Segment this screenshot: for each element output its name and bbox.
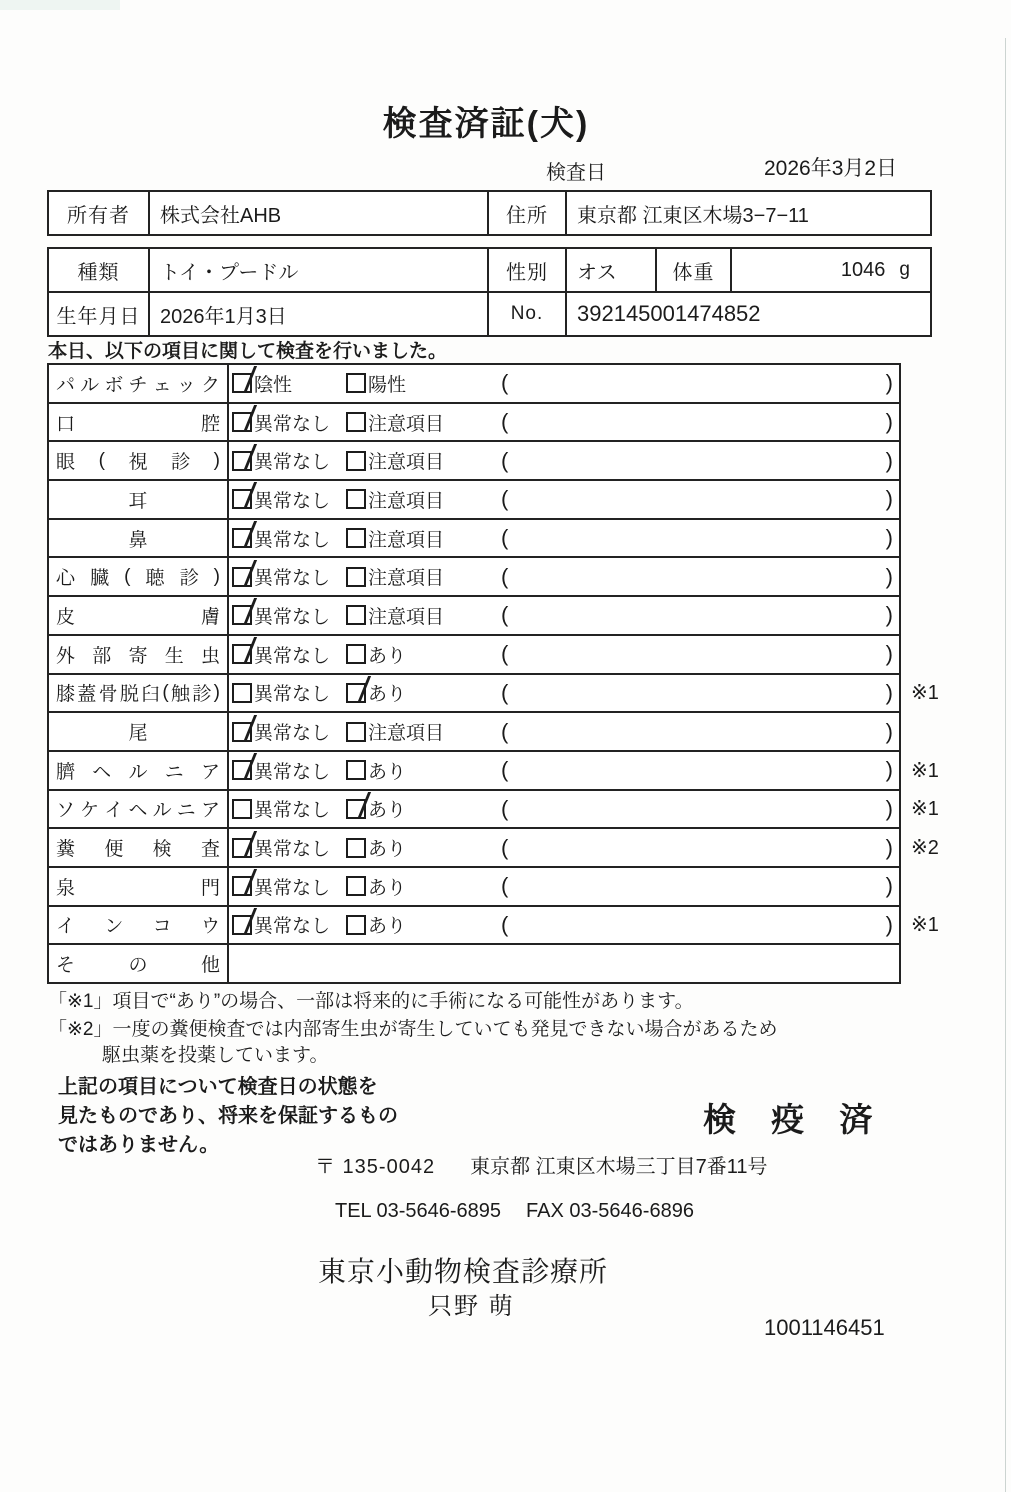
- empty-checkbox: [346, 489, 366, 509]
- address-label: 住所: [489, 192, 567, 234]
- label-char: ェ: [152, 374, 172, 396]
- checklist-item-label: [49, 558, 229, 595]
- label-char: 虫: [200, 645, 220, 667]
- checklist-row-body: [229, 365, 899, 402]
- paren-open: (: [501, 757, 509, 783]
- label-char: 眼: [56, 452, 76, 474]
- paren-open: (: [501, 911, 509, 937]
- option-label: 異常なし: [254, 413, 331, 435]
- option-label: 注意項目: [368, 723, 445, 745]
- empty-checkbox: [346, 722, 366, 742]
- checklist-row: [49, 479, 899, 518]
- result-option: [232, 558, 330, 595]
- checklist-row: [49, 673, 939, 712]
- label-char: 骨: [98, 684, 118, 706]
- checked-checkbox: [232, 760, 252, 780]
- paren-open: (: [501, 447, 509, 473]
- inspection-date-value: 2026年3月2日: [764, 157, 898, 180]
- footnote-1: 「※1」項目で“あり”の場合、一部は将来的に手術になる可能性があります。: [48, 991, 694, 1012]
- checklist-row: [49, 827, 939, 866]
- paren-open: (: [501, 873, 509, 899]
- checklist-row-body: [229, 907, 899, 944]
- owner-table: [47, 190, 932, 236]
- label-char: 膝: [56, 684, 76, 706]
- result-option: [346, 636, 406, 673]
- checklist-row: [49, 518, 899, 557]
- checked-checkbox: [232, 876, 252, 896]
- checked-checkbox: [232, 838, 252, 858]
- label-char: 便: [104, 839, 124, 861]
- label-char: 診: [179, 568, 199, 590]
- serial-number: 1001146451: [764, 1315, 885, 1340]
- option-label: あり: [368, 645, 407, 667]
- result-option: [346, 520, 444, 557]
- result-option: [346, 404, 444, 441]
- label-char: イ: [56, 916, 76, 938]
- label-char: (: [162, 681, 169, 703]
- footnote-ref: ※2: [911, 837, 939, 860]
- checklist-item-label: 尾: [49, 713, 229, 750]
- result-option: [346, 907, 406, 944]
- paren-close: ): [885, 447, 893, 473]
- result-option: [232, 597, 330, 634]
- label-char: ア: [200, 761, 220, 783]
- checklist-row-body: [229, 481, 899, 518]
- result-option: [346, 442, 444, 479]
- disclaimer-line-2: 見たものであり、将来を保証するもの: [58, 1105, 398, 1127]
- checklist-row-body: [229, 752, 899, 789]
- footnote-ref: ※1: [911, 759, 939, 782]
- option-label: 異常なし: [254, 529, 331, 551]
- footnote-ref: ※1: [911, 682, 939, 705]
- label-char: 他: [200, 955, 220, 977]
- label-char: 聴: [145, 568, 165, 590]
- weight-unit: g: [899, 259, 910, 280]
- result-option: [232, 636, 330, 673]
- label-char: 蓋: [77, 684, 97, 706]
- option-label: 異常なし: [254, 723, 331, 745]
- checked-checkbox: [346, 683, 366, 703]
- paren-close: ): [885, 641, 893, 667]
- result-option: [232, 752, 330, 789]
- checklist-row-body: [229, 945, 899, 982]
- result-option: [232, 829, 330, 866]
- footnote-2-cont: 駆虫薬を投薬しています。: [102, 1045, 329, 1066]
- paren-close: ): [885, 563, 893, 589]
- label-char: ニ: [176, 800, 196, 822]
- weight-value: 1046: [840, 258, 886, 281]
- result-option: [346, 713, 444, 750]
- inspection-date-label: 検査日: [546, 162, 606, 184]
- option-label: 異常なし: [254, 568, 331, 590]
- checklist-item-label: [49, 597, 229, 634]
- label-char: 寄: [128, 645, 148, 667]
- paren-close: ): [885, 873, 893, 899]
- label-char: 糞: [56, 839, 76, 861]
- option-label: 異常なし: [254, 452, 331, 474]
- checklist-item-label: [49, 636, 229, 673]
- checklist-row: [49, 905, 939, 944]
- result-option: [232, 791, 330, 828]
- label-char: 腔: [200, 413, 220, 435]
- checklist-row-body: [229, 713, 899, 750]
- option-label: 注意項目: [368, 568, 445, 590]
- checklist-row: [49, 866, 899, 905]
- label-char: 触: [171, 684, 191, 706]
- paren-close: ): [885, 795, 893, 821]
- empty-checkbox: [346, 915, 366, 935]
- label-char: 視: [128, 452, 148, 474]
- checklist-item-label: 耳: [49, 481, 229, 518]
- paren-close: ): [885, 602, 893, 628]
- intro-text: 本日、以下の項目に関して検査を行いました。: [48, 341, 448, 362]
- birthdate-label: 生年月日: [49, 293, 150, 335]
- paren-open: (: [501, 370, 509, 396]
- paren-close: ): [885, 911, 893, 937]
- label-char: ケ: [80, 800, 100, 822]
- checklist-item-label: 鼻: [49, 520, 229, 557]
- option-label: 陽性: [368, 374, 407, 396]
- breed-label: 種類: [49, 249, 150, 291]
- paren-close: ): [885, 409, 893, 435]
- result-option: [232, 520, 330, 557]
- option-label: あり: [368, 800, 407, 822]
- empty-checkbox: [346, 528, 366, 548]
- empty-checkbox: [346, 567, 366, 587]
- label-char: 膚: [200, 606, 220, 628]
- checklist-item-label: [49, 907, 229, 944]
- label-char: 泉: [56, 877, 76, 899]
- checklist-row: [49, 402, 899, 441]
- office-address: [315, 1150, 768, 1179]
- tel-number: TEL 03-5646-6895: [335, 1200, 502, 1222]
- paren-open: (: [501, 641, 509, 667]
- option-label: 異常なし: [254, 839, 331, 861]
- empty-checkbox: [346, 876, 366, 896]
- label-char: (: [98, 449, 105, 471]
- number-label: No.: [489, 293, 567, 335]
- checklist-row-body: [229, 597, 899, 634]
- option-label: あり: [368, 684, 407, 706]
- result-option: [232, 675, 330, 712]
- option-label: 注意項目: [368, 452, 445, 474]
- breed-value: トイ・プードル: [150, 249, 489, 291]
- option-label: 注意項目: [368, 490, 445, 512]
- option-label: あり: [368, 761, 407, 783]
- checklist-item-label: [49, 442, 229, 479]
- paren-open: (: [501, 486, 509, 512]
- checklist-item-label: [49, 868, 229, 905]
- weight-label: 体重: [657, 249, 732, 291]
- paren-close: ): [885, 679, 893, 705]
- label-char: 検: [152, 839, 172, 861]
- label-char: パ: [56, 374, 76, 396]
- checklist-row-body: [229, 791, 899, 828]
- result-option: [346, 597, 444, 634]
- fax-number: FAX 03-5646-6896: [526, 1200, 694, 1222]
- checklist-item-label: [49, 829, 229, 866]
- owner-value: 株式会社AHB: [150, 192, 489, 234]
- paren-open: (: [501, 525, 509, 551]
- birthdate-value: 2026年1月3日: [150, 293, 489, 335]
- checked-checkbox: [232, 528, 252, 548]
- result-option: [232, 907, 330, 944]
- label-char: 臍: [56, 761, 76, 783]
- result-option: [232, 868, 330, 905]
- checklist-item-label: [49, 945, 229, 982]
- label-char: ン: [104, 916, 124, 938]
- paren-open: (: [501, 409, 509, 435]
- checked-checkbox: [232, 373, 252, 393]
- label-char: ヘ: [128, 800, 148, 822]
- label-char: ル: [80, 374, 100, 396]
- label-char: ): [213, 565, 220, 587]
- label-char: ニ: [164, 761, 184, 783]
- result-option: [346, 752, 406, 789]
- footnote-ref: ※1: [911, 914, 939, 937]
- empty-checkbox: [346, 373, 366, 393]
- weight-value-cell: [732, 249, 930, 291]
- option-label: 異常なし: [254, 606, 331, 628]
- option-label: 注意項目: [368, 606, 445, 628]
- label-char: 部: [92, 645, 112, 667]
- label-char: 診: [171, 452, 191, 474]
- result-option: [346, 481, 444, 518]
- checklist-item-label: [49, 752, 229, 789]
- paren-open: (: [501, 795, 509, 821]
- result-option: [232, 713, 330, 750]
- label-char: 臓: [90, 568, 110, 590]
- paren-close: ): [885, 718, 893, 744]
- option-label: 陰性: [254, 374, 293, 396]
- result-option: [346, 829, 406, 866]
- label-char: ソ: [56, 800, 76, 822]
- label-char: ボ: [104, 374, 124, 396]
- checklist-row-body: [229, 868, 899, 905]
- paren-close: ): [885, 834, 893, 860]
- option-label: 注意項目: [368, 413, 445, 435]
- paren-open: (: [501, 718, 509, 744]
- scan-artifact: [0, 0, 120, 10]
- label-char: ア: [200, 800, 220, 822]
- checklist-row-body: [229, 558, 899, 595]
- page-title: 検査済証(犬): [382, 105, 590, 143]
- checklist-row: [49, 711, 899, 750]
- result-option: [346, 868, 406, 905]
- veterinarian-name: 只野 萌: [428, 1293, 515, 1320]
- breed-row: [49, 249, 930, 291]
- option-label: あり: [368, 839, 407, 861]
- footnote-ref: ※1: [911, 798, 939, 821]
- checked-checkbox: [232, 722, 252, 742]
- contact-line: [335, 1200, 694, 1223]
- label-char: 皮: [56, 606, 76, 628]
- label-char: ル: [152, 800, 172, 822]
- address-value: 東京都 江東区木場3−7−11: [577, 204, 809, 227]
- label-char: そ: [56, 955, 76, 977]
- label-char: ウ: [200, 916, 220, 938]
- result-option: [232, 481, 330, 518]
- label-char: 門: [200, 877, 220, 899]
- postal-code: 〒 135-0042: [315, 1156, 436, 1178]
- sex-value: オス: [567, 249, 657, 291]
- checklist-item-label: [49, 791, 229, 828]
- checked-checkbox: [232, 644, 252, 664]
- disclaimer-line-1: 上記の項目について検査日の状態を: [58, 1076, 378, 1098]
- paren-close: ): [885, 525, 893, 551]
- option-label: 異常なし: [254, 490, 331, 512]
- option-label: 異常なし: [254, 916, 331, 938]
- owner-row: [49, 192, 930, 234]
- option-label: 注意項目: [368, 529, 445, 551]
- checklist-item-label: [49, 404, 229, 441]
- label-char: ): [213, 681, 220, 703]
- scan-artifact: [1005, 38, 1006, 1492]
- label-char: ッ: [176, 374, 196, 396]
- label-char: の: [128, 955, 148, 977]
- checklist-table: [47, 363, 939, 984]
- checklist-row: [49, 365, 899, 402]
- disclaimer-line-3: ではありません。: [58, 1134, 220, 1156]
- owner-label: 所有者: [49, 192, 150, 234]
- paren-close: ): [885, 370, 893, 396]
- label-char: ヘ: [92, 761, 112, 783]
- label-char: 生: [164, 645, 184, 667]
- label-char: コ: [152, 916, 172, 938]
- empty-checkbox: [346, 644, 366, 664]
- result-option: [346, 558, 444, 595]
- quarantine-stamp: 検 疫 済: [703, 1101, 886, 1138]
- checklist-row-body: [229, 636, 899, 673]
- result-option: [232, 404, 330, 441]
- label-char: 脱: [119, 684, 139, 706]
- empty-checkbox: [346, 760, 366, 780]
- paren-close: ): [885, 486, 893, 512]
- checked-checkbox: [232, 489, 252, 509]
- paren-open: (: [501, 679, 509, 705]
- empty-checkbox: [346, 412, 366, 432]
- empty-checkbox: [232, 799, 252, 819]
- paren-open: (: [501, 834, 509, 860]
- option-label: 異常なし: [254, 645, 331, 667]
- checked-checkbox: [232, 567, 252, 587]
- checklist-row-body: [229, 675, 899, 712]
- checklist-row: [49, 440, 899, 479]
- checklist-row-body: [229, 520, 899, 557]
- number-value: 392145001474852: [577, 301, 761, 326]
- empty-checkbox: [232, 683, 252, 703]
- checklist-row: [49, 750, 939, 789]
- empty-checkbox: [346, 605, 366, 625]
- birth-row: [49, 291, 930, 335]
- street-address: 東京都 江東区木場三丁目7番11号: [470, 1156, 768, 1178]
- option-label: 異常なし: [254, 684, 331, 706]
- checklist-row: [49, 556, 899, 595]
- checklist-row: [49, 634, 899, 673]
- checked-checkbox: [232, 915, 252, 935]
- label-char: 外: [56, 645, 76, 667]
- label-char: ル: [128, 761, 148, 783]
- empty-checkbox: [346, 838, 366, 858]
- option-label: 異常なし: [254, 761, 331, 783]
- label-char: イ: [104, 800, 124, 822]
- checklist-row: [49, 943, 899, 982]
- checklist-item-label: [49, 675, 229, 712]
- checked-checkbox: [232, 605, 252, 625]
- checked-checkbox: [346, 799, 366, 819]
- paren-close: ): [885, 757, 893, 783]
- paren-open: (: [501, 563, 509, 589]
- disclaimer-text: [58, 1073, 398, 1160]
- clinic-name: 東京小動物検査診療所: [318, 1256, 609, 1287]
- sex-label: 性別: [489, 249, 567, 291]
- result-option: [232, 365, 292, 402]
- checklist-item-label: [49, 365, 229, 402]
- animal-table: [47, 247, 932, 337]
- checklist-row: [49, 595, 899, 634]
- label-char: 口: [56, 413, 76, 435]
- option-label: 異常なし: [254, 800, 331, 822]
- checklist-row: [49, 789, 939, 828]
- result-option: [232, 442, 330, 479]
- result-option: [346, 791, 406, 828]
- label-char: 診: [192, 684, 212, 706]
- checked-checkbox: [232, 451, 252, 471]
- checklist-row-body: [229, 829, 899, 866]
- footnote-2: 「※2」一度の糞便検査では内部寄生虫が寄生していても発見できない場合があるため: [48, 1019, 778, 1040]
- option-label: あり: [368, 877, 407, 899]
- label-char: 心: [56, 568, 76, 590]
- checked-checkbox: [232, 412, 252, 432]
- label-char: チ: [128, 374, 148, 396]
- checklist-row-body: [229, 404, 899, 441]
- label-char: (: [124, 565, 131, 587]
- empty-checkbox: [346, 451, 366, 471]
- option-label: あり: [368, 916, 407, 938]
- paren-open: (: [501, 602, 509, 628]
- label-char: ク: [200, 374, 220, 396]
- result-option: [346, 365, 406, 402]
- checklist-row-body: [229, 442, 899, 479]
- label-char: ): [213, 449, 220, 471]
- option-label: 異常なし: [254, 877, 331, 899]
- result-option: [346, 675, 406, 712]
- label-char: 査: [200, 839, 220, 861]
- label-char: 臼: [141, 684, 161, 706]
